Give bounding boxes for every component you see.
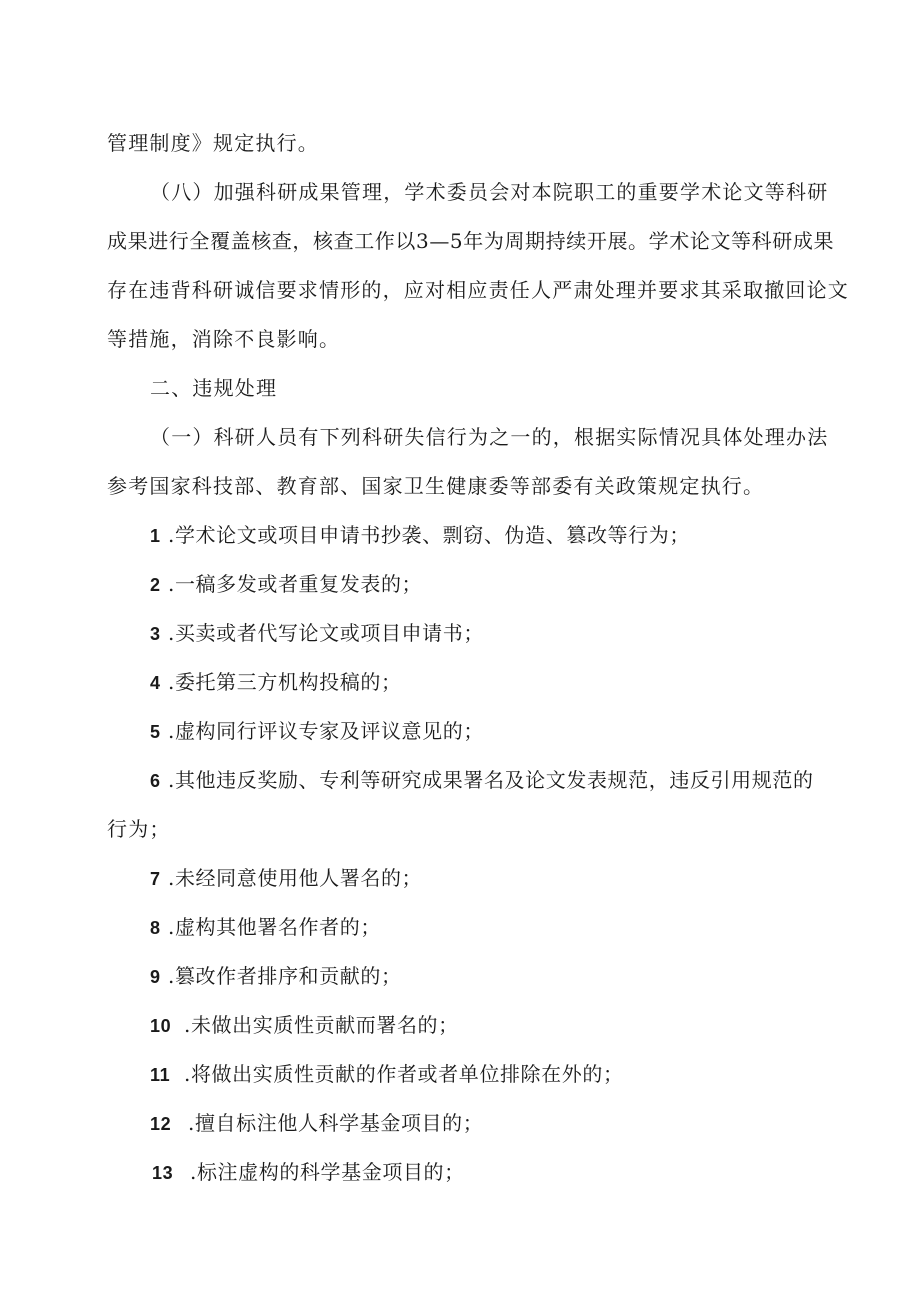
list-item-number: 13 <box>152 1163 174 1183</box>
paragraph-line: 成果进行全覆盖核查，核查工作以3—5年为周期持续开展。学术论文等科研成果 <box>107 229 835 253</box>
list-item-number: 4 <box>150 673 161 693</box>
paragraph-line: 参考国家科技部、教育部、国家卫生健康委等部委有关政策规定执行。 <box>107 474 765 498</box>
list-item-number: 1 <box>150 526 161 546</box>
list-item-text: .买卖或者代写论文或项目申请书； <box>168 621 484 645</box>
list-item-number: 7 <box>150 869 161 889</box>
list-item <box>150 525 690 545</box>
list-item-text: .将做出实质性贡献的作者或者单位排除在外的； <box>184 1062 624 1086</box>
list-item-text: .一稿多发或者重复发表的； <box>168 572 423 596</box>
list-item <box>150 770 814 790</box>
list-item-number: 3 <box>150 624 161 644</box>
list-item-number: 9 <box>150 967 161 987</box>
list-item-text: .其他违反奖励、专利等研究成果署名及论文发表规范，违反引用规范的 <box>168 768 814 792</box>
list-item <box>150 623 484 643</box>
list-item <box>150 574 422 594</box>
list-item-number: 5 <box>150 722 161 742</box>
list-item <box>150 868 422 888</box>
list-item-number: 10 <box>150 1016 172 1036</box>
list-item-text: .未做出实质性贡献而署名的； <box>184 1013 459 1037</box>
list-item-number: 2 <box>150 575 161 595</box>
list-item <box>150 917 381 937</box>
list-item <box>150 966 402 986</box>
list-item <box>150 1015 459 1035</box>
list-item-text: .标注虚构的科学基金项目的； <box>190 1160 465 1184</box>
list-item-text: .虚构同行评议专家及评议意见的； <box>168 719 484 743</box>
list-item <box>150 1064 624 1084</box>
list-item-text: .虚构其他署名作者的； <box>168 915 381 939</box>
list-item-text: .擅自标注他人科学基金项目的； <box>188 1111 484 1135</box>
list-item-continuation: 行为； <box>107 817 171 841</box>
list-item-number: 11 <box>150 1065 171 1085</box>
list-item-text: .委托第三方机构投稿的； <box>168 670 402 694</box>
list-item <box>150 672 402 692</box>
list-item-text: .学术论文或项目申请书抄袭、剽窃、伪造、篡改等行为； <box>168 523 690 547</box>
paragraph-line: （一）科研人员有下列科研失信行为之一的，根据实际情况具体处理办法 <box>150 425 829 449</box>
list-item <box>152 1162 465 1182</box>
paragraph-line: 管理制度》规定执行。 <box>107 131 319 155</box>
list-item-number: 6 <box>150 771 161 791</box>
list-item-text: .未经同意使用他人署名的； <box>168 866 423 890</box>
paragraph-line: 存在违背科研诚信要求情形的，应对相应责任人严肃处理并要求其采取撤回论文 <box>107 278 849 302</box>
paragraph-line: （八）加强科研成果管理，学术委员会对本院职工的重要学术论文等科研 <box>150 180 829 204</box>
section-heading: 二、违规处理 <box>150 376 278 400</box>
list-item <box>150 1113 483 1133</box>
paragraph-line: 等措施，消除不良影响。 <box>107 327 341 351</box>
list-item-text: .篡改作者排序和贡献的； <box>168 964 402 988</box>
list-item <box>150 721 484 741</box>
list-item-number: 8 <box>150 918 161 938</box>
list-item-number: 12 <box>150 1114 172 1134</box>
